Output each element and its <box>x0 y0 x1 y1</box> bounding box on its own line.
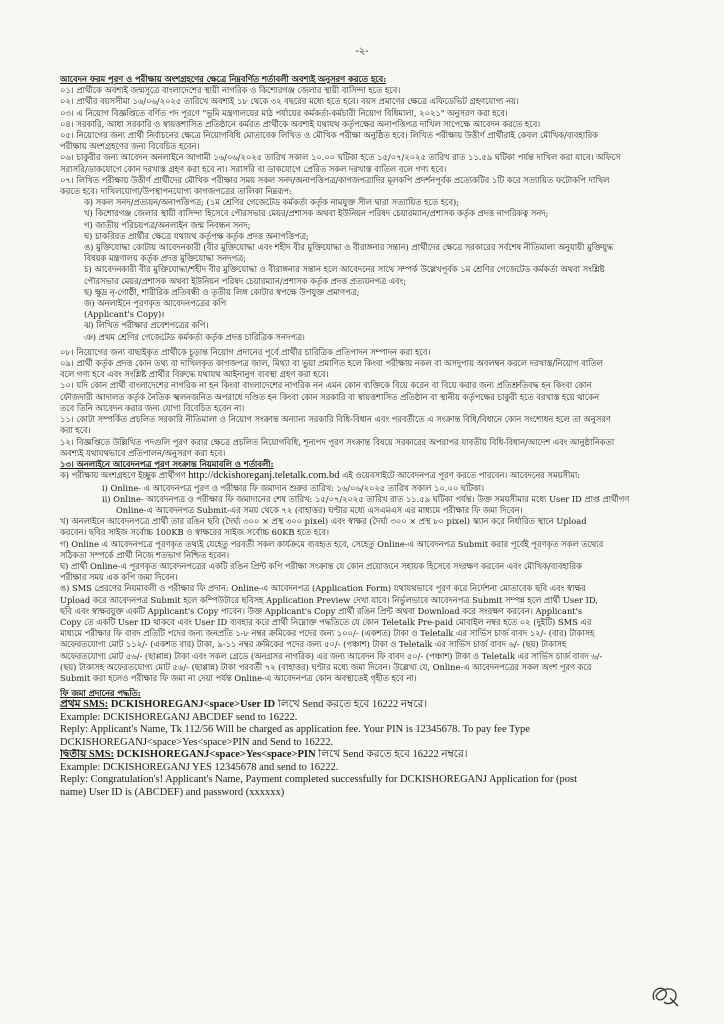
condition-line: ফৌজদারী আদালত কর্তৃক নৈতিক স্খলনজনিত অপরাধে দণ্ডিত হন কিংবা কোন সরকারি বা স্বায়ত্তশাসিত প্রতিষ্ঠান বা স্থানীয় কর্তৃপক্ষের চাকুরী হতে বরখাস্ত হয়ে থাকেন <box>60 391 600 402</box>
first-sms-reply-cont: DCKISHOREGANJ<space>Yes<space>PIN and Send to 16222. <box>60 736 334 748</box>
online-item-a-i: i) Online- এ আবেদনপত্র পূরণ ও পরীক্ষার ফি জমাদান শুরুর তারিখ: ১৬/০৬/২০২৫ তারিখ সকাল ১০.০০ ঘটিকা। <box>102 482 485 493</box>
second-sms-label: দ্বিতীয় SMS: <box>60 749 115 761</box>
condition-line: পরীক্ষায় অংশগ্রহণের জন্য বিবেচিত হবেন। <box>60 141 200 152</box>
document-item: ঘ) চাকরিরত প্রার্থীর ক্ষেত্রে যথাযথ কর্তৃপক্ষ কর্তৃক প্রদত্ত অনাপত্তিপত্র; <box>84 230 309 241</box>
condition-line: করতে হবে। দাখিলযোগ্য/উপস্থাপনযোগ্য কাগজপত্রের তালিকা নিম্নরূপ: <box>60 186 292 197</box>
online-rule-line: পরীক্ষার সময় এক কপি জমা দিবেন। <box>60 572 178 583</box>
document-item: ঝ) লিখিত পরীক্ষার প্রবেশপত্রের কপি। <box>84 320 209 331</box>
document-item: (Applicant's Copy)। <box>84 309 165 320</box>
online-rule-line: Copy তে একটি User ID থাকবে এবং User ID ব্যবহার করে প্রার্থী নিম্নোক্ত পদ্ধতিতে যে কোন Teletalk Pre-paid মোবাইল নম্বর হতে ০২ (দুইটি) SMS এর <box>60 617 592 628</box>
condition-line: ০৪। সরকারি, আধা সরকারি ও স্বায়ত্তশাসিত প্রতিষ্ঠানে কর্মরত প্রার্থীকে অবশ্যই যথাযথ কর্তৃপক্ষের অনাপত্তিপত্র দাখিল সাপেক্ষে আবেদন করতে হবে। <box>60 118 541 129</box>
document-item: পৌরসভার মেয়র/প্রশাসক অথবা ইউনিয়ন পরিষদ চেয়ারম্যান/প্রশাসক কর্তৃক প্রদত্ত প্রত্যয়নপত্র এবং; <box>84 275 407 286</box>
document-item: জ) অনলাইনে পূরণকৃত আবেদনপত্রের কপি <box>84 298 227 309</box>
online-item-d <box>60 561 696 583</box>
second-sms-example: Example: DCKISHOREGANJ YES 12345678 and send to 16222. <box>60 761 339 773</box>
condition-line: ১২। বিজ্ঞপ্তিতে উল্লিখিত পদগুলি পূরণ করার ক্ষেত্রে প্রচলিত নিয়োগবিধি, শূন্যপদ পূরণ সংক্রান্ত বিষয়ে সরকারের অপরাপর যাবতীয় বিধি-বিধান/আদেশ এবং আনুষ্ঠানিকতা <box>60 436 615 447</box>
document-item: ছ) ক্ষুদ্র নৃ-গোষ্ঠী, শারীরিক প্রতিবন্ধী ও তৃতীয় লিঙ্গ কোটার স্বপক্ষে উপযুক্ত প্রমাণপত্র; <box>84 286 360 297</box>
online-heading: ১৩। অনলাইনে আবেদনপত্র পূরণ সংক্রান্ত নিয়মাবলি ও শর্তাবলী: <box>60 458 274 469</box>
first-sms-instruction: লিখে Send করতে হবে 16222 নম্বরে। <box>277 699 428 711</box>
online-item-e <box>60 583 696 684</box>
condition-line: অবশ্যই যথাযথভাবে প্রতিপালন/অনুসরণ করা হবে। <box>60 447 226 458</box>
first-sms-line <box>60 699 696 712</box>
condition-line: তবে তিনি আবেদন করার জন্য যোগ্য বিবেচিত হবেন না। <box>60 402 245 413</box>
online-item-c <box>60 539 696 561</box>
condition-line: ১১। কোটা সম্পর্কিত প্রচলিত সরকারি নীতিমালা ও নিয়োগ সংক্রান্ত অন্যান্য সরকারি বিধি-বিধান এবং পরবর্তীতে এ সংক্রান্ত বিধি/বিধানে কোন সংশোধন হলে তা অনুসরণ <box>60 414 611 425</box>
online-item-a-prefix: ক) পরীক্ষায় অংশগ্রহণে ইচ্ছুক প্রার্থীগণ <box>60 470 186 481</box>
online-rule-line: খ) অনলাইনে আবেদনপত্রে প্রার্থী তার রঙিন ছবি (দৈর্ঘ্য ৩০০ × প্রস্থ ৩০০ pixel) এবং স্বাক্ষর (দৈর্ঘ্য ৩০০ × প্রস্থ ৮০ pixel) স্ক্যান করে নির্ধারিত স্থানে Upload <box>60 516 587 527</box>
online-rule-line: ছবি এবং স্বাক্ষরযুক্ত একটি Applicant's Copy পাবেন। উক্ত Applicant's Copy প্রার্থী রঙিন প্রিন্ট অথবা Download করে সংরক্ষণ করবেন। Applicant's <box>60 605 583 616</box>
conditions-section-b <box>60 347 696 459</box>
document-item: গ) জাতীয় পরিচয়পত্র/অনলাইন জন্ম নিবন্ধন সনদ; <box>84 219 251 230</box>
documents-list <box>60 197 696 343</box>
online-rule-line: করবেন। ছবির সাইজ সর্বোচ্চ 100KB ও স্বাক্ষরের সাইজ সর্বোচ্চ 60KB হতে হবে। <box>60 527 329 538</box>
second-sms-instruction: লিখে Send করতে হবে 16222 নম্বরে। <box>318 749 468 761</box>
fee-payment-heading: ফি জমা প্রদানের পদ্ধতি: <box>60 688 141 699</box>
condition-line: ০৬। চাকুরীর জন্য আবেদন অনলাইনে আগামী ১৬/০৬/২০২৫ তারিখ সকাল ১০.০০ ঘটিকা হতে ১৫/০৭/২০২৫ তারিখ রাত ১১.৫৯ ঘটিকা পর্যন্ত দাখিল করা যাবে। অফিসে <box>60 152 621 163</box>
condition-line: ০১। প্রার্থীকে অবশ্যই জন্মসূত্রে বাংলাদেশের স্থায়ী নাগরিক ও কিশোরগঞ্জ জেলার স্থায়ী বাসিন্দা হতে হবে। <box>60 85 401 96</box>
conditions-section-a <box>60 85 696 197</box>
online-rule-line: (ছয়) টাকাসহ অফেরতযোগ্য মোট ৫৬/- (ছাপ্পান্ন) টাকা পরবর্তী ৭২ (বাহাত্তর) ঘণ্টার মধ্যে জমা দিবেন। উল্লেখ্য যে, Online-এ আবেদনপত্রের সকল অংশ পূরণ করে <box>60 661 592 672</box>
page-number: -২- <box>355 46 369 57</box>
condition-line: ০৭। লিখিত পরীক্ষায় উত্তীর্ণ প্রার্থীদের মৌখিক পরীক্ষার সময় সকল সনদ/অনাপত্তিপত্র/কাগজপত্রাদির মূলকপি প্রদর্শনপূর্বক প্রত্যেকটির ১টি করে সত্যায়িত ফটোকপি দাখিল <box>60 174 610 185</box>
condition-line: করা হবে। <box>60 425 91 436</box>
online-item-a-ii: ii) Online- আবেদনপত্র ও পরীক্ষার ফি জমাদানের শেষ তারিখ: ১৫/০৭/২০২৫ তারিখ রাত ১১.৫৯ ঘটিকা পর্যন্ত। উক্ত সময়সীমার মধ্যে User ID প্রাপ্ত প্রার্থীগণ <box>102 493 630 504</box>
online-rule-line: মাধ্যমে পরীক্ষার ফি বাবদ প্রতিটি পদের জন্য জনপ্রতি ১-৮ নম্বর ক্রমিকের পদের জন্য ১০০/- (একশত) টাকা ও Teletalk এর সার্ভিস চার্জ বাবদ ১২/- (বার) টাকাসহ <box>60 628 595 639</box>
online-item-a-suffix: এই ওয়েবসাইটে আবেদনপত্র পূরণ করতে পারবেন। আবেদনের সময়সীমা: <box>342 470 581 481</box>
document-item: ঙ) মুক্তিযোদ্ধা কোটায় আবেদনকারী (বীর মুক্তিযোদ্ধা এবং শহীদ বীর মুক্তিযোদ্ধা ও বীরাঙ্গনার সন্তান) প্রার্থীদের ক্ষেত্রে সরকারের সর্বশেষ নীতিমালা অনুযায়ী মুক্তিযুদ্ধ <box>84 242 613 253</box>
condition-line: ১০। যদি কোন প্রার্থী বাংলাদেশের নাগরিক না হন কিংবা বাংলাদেশের নাগরিক নন এমন কোন ব্যক্তিকে বিয়ে করেন বা বিয়ে করার জন্য প্রতিশ্রুতিবদ্ধ হন কিংবা কোন <box>60 380 592 391</box>
document-item: চ) আবেদনকারী বীর মুক্তিযোদ্ধা/শহীদ বীর মুক্তিযোদ্ধা ও বীরাঙ্গনার সন্তান হলে আবেদনের সাথে সম্পর্ক উল্লেখপূর্বক ১ম শ্রেণির গেজেটেড কর্মকর্তা অথবা সংশ্লিষ্ট <box>84 264 605 275</box>
online-rule-line: ঘ) প্রার্থী Online-এ পূরণকৃত আবেদনপত্রের একটি রঙিন প্রিন্ট কপি পরীক্ষা সংক্রান্ত যে কোন প্রয়োজনে সহায়ক হিসেবে সংরক্ষণ করবেন এবং মৌখিক/ব্যবহারিক <box>60 561 582 572</box>
second-sms-reply: Reply: Congratulation's! Applicant's Name, Payment completed successfully for DCKISHOREGANJ Application for (post <box>60 774 578 786</box>
condition-line: বলে গণ্য হবে এবং সংশ্লিষ্ট প্রার্থীর বিরুদ্ধে যথাযথ আইনানুগ ব্যবস্থা গ্রহণ করা হবে। <box>60 369 329 380</box>
online-item-b <box>60 516 696 538</box>
document-item: ঞ) প্রথম শ্রেণির গেজেটেড কর্মকর্তা কর্তৃক প্রদত্ত চারিত্রিক সনদপত্র। <box>84 331 305 342</box>
first-sms-label: প্রথম SMS: <box>60 699 109 711</box>
online-item-a <box>60 470 696 483</box>
online-rule-line: গ) Online এ আবেদনপত্রে পূরণকৃত তথ্যই যেহেতু পরবর্তী সকল কার্যক্রমে ব্যবহৃত হবে, সেহেতু Online-এ আবেদনপত্র Submit করার পূর্বেই পূরণকৃত সকল তথ্যের <box>60 538 604 549</box>
second-sms-code: DCKISHOREGANJ<space>Yes<space>PIN <box>116 749 316 761</box>
online-rule-line: অফেরতযোগ্য মোট ৫৬/- (ছাপ্পান্ন) টাকা এবং সকল গ্রেডে (অনগ্রসর নাগরিক) এর জন্য আবেদন ফি বাবদ ৫০/- (পঞ্চাশ) টাকা ও Teletalk এর সার্ভিস চার্জ বাবদ ৬/- <box>60 650 603 661</box>
online-rule-line: অফেরতযোগ্য মোট ১১২/- (একশত বার) টাকা, ৯-১১ নম্বর ক্রমিকের পদের জন্য ৫০/- (পঞ্চাশ) টাকা ও Teletalk এর সার্ভিস চার্জ বাবদ ৬/- (ছয়) টাকাসহ <box>60 639 567 650</box>
signature-mark <box>648 980 682 1010</box>
online-rule-line: ঙ) SMS প্রেরণের নিয়মাবলী ও পরীক্ষার ফি প্রদান: Online-এ আবেদনপত্র (Application Form) যথাযথভাবে পূরণ করে নির্দেশনা মোতাবেক ছবি এবং স্বাক্ষর <box>60 583 586 594</box>
condition-line: ০৮। নিয়োগের জন্য বাছাইকৃত প্রার্থীকে চূড়ান্ত নিয়োগ প্রদানের পূর্বে প্রার্থীর চারিত্রিক প্রতিপাদন সম্পাদন করা হবে। <box>60 346 431 357</box>
condition-line: ০৯। প্রার্থী কর্তৃক প্রদত্ত কোন তথ্য বা দাখিলকৃত কাগজপত্র জাল, মিথ্যা বা ভুয়া প্রমাণিত হলে কিংবা পরীক্ষায় নকল বা অসদুপায় অবলম্বন করলে দরখাস্ত/নিয়োগ বাতিল <box>60 358 603 369</box>
condition-line: সরাসরি/ডাকযোগে কোন দরখাস্ত গ্রহণ করা হবে না। সরাসরি বা ডাকযোগে প্রেরিত সকল দরখাস্ত বাতিল বলে গণ্য হবে। <box>60 163 447 174</box>
condition-line: ০২। প্রার্থীর বয়সসীমা ১৬/০৬/২০২৫ তারিখে অবশ্যই ১৮ থেকে ৩২ বছরের মধ্যে হতে হবে। বয়স প্রমাণের ক্ষেত্রে এফিডেভিট গ্রহণযোগ্য নয়। <box>60 96 519 107</box>
application-website-link[interactable]: http://dckishoreganj.teletalk.com.bd <box>188 470 340 482</box>
condition-line: ০৫। নিয়োগের জন্য প্রার্থী নির্বাচনের ক্ষেত্রে নিয়োগবিধি মোতাবেক লিখিত ও মৌখিক পরীক্ষা অনুষ্ঠিত হবে। লিখিত পরীক্ষায় উত্তীর্ণ প্রার্থীরাই কেবল মৌখিক/ব্যবহারিক <box>60 130 598 141</box>
first-sms-code: DCKISHOREGANJ<space>User ID <box>110 699 276 711</box>
first-sms-reply: Reply: Applicant's Name, Tk 112/56 Will be charged as application fee. Your PIN is 12345678. To pay fee Type <box>60 724 530 736</box>
document-item: খ) কিশোরগঞ্জ জেলার স্থায়ী বাসিন্দা হিসেবে পৌরসভার মেয়র/প্রশাসক অথবা ইউনিয়ন পরিষদ চেয়ারম্যান/প্রশাসক কর্তৃক প্রদত্ত নাগরিকত্ব সনদ; <box>84 208 549 219</box>
instructions-heading: আবেদন ফরম পূরণ ও পরীক্ষায় অংশগ্রহণের ক্ষেত্রে নিম্নবর্ণিত শর্তাবলী অবশ্যই অনুসরণ করতে হবে: <box>60 74 387 84</box>
second-sms-line <box>60 749 696 762</box>
online-rule-line: Upload করে আবেদনপত্র Submit হলে কম্পিউটারে ছবিসহ Application Preview দেখা যাবে। নির্ভুলভাবে আবেদনপত্র Submit সম্পন্ন হলে প্রার্থী User ID, <box>60 594 598 605</box>
online-rule-line: Submit করা হলেও পরীক্ষার ফি জমা না দেয়া পর্যন্ত Online-এ আবেদনপত্র কোন অবস্থাতেই গৃহীত হবে না। <box>60 673 417 684</box>
online-rule-line: সঠিকতা সম্পর্কে প্রার্থী নিজে শতভাগ নিশ্চিত হবেন। <box>60 549 230 560</box>
first-sms-example: Example: DCKISHOREGANJ ABCDEF send to 16222. <box>60 711 298 723</box>
condition-line: ০৩। এ নিয়োগ বিজ্ঞপ্তিতে বর্ণিত পদ পূরণে "ভূমি মন্ত্রণালয়ের মাঠ পর্যায়ের কর্মকর্তা-কর্মচারী নিয়োগ বিধিমালা, ২০২১" অনুসরণ করা হবে। <box>60 107 508 118</box>
online-item-a-ii-cont: Online-এ আবেদনপত্র Submit-এর সময় থেকে ৭২ (বাহাত্তর) ঘণ্টার মধ্যে এসএমএস এর মাধ্যমে পরীক্ষার ফি জমা দিবেন। <box>116 505 523 516</box>
second-sms-reply-cont: name) User ID is (ABCDEF) and password (xxxxxx) <box>60 786 285 798</box>
document-item: ক) সকল সনদ/প্রত্যয়ন/অনাপত্তিপত্র; (১ম শ্রেণির গেজেটেড কর্মকর্তা কর্তৃক নামযুক্ত সীল দ্বারা সত্যায়িত হতে হবে); <box>84 197 460 208</box>
document-item: বিষয়ক মন্ত্রণালয় কর্তৃক প্রদত্ত মুক্তিযোদ্ধা সনদপত্র; <box>84 253 246 264</box>
